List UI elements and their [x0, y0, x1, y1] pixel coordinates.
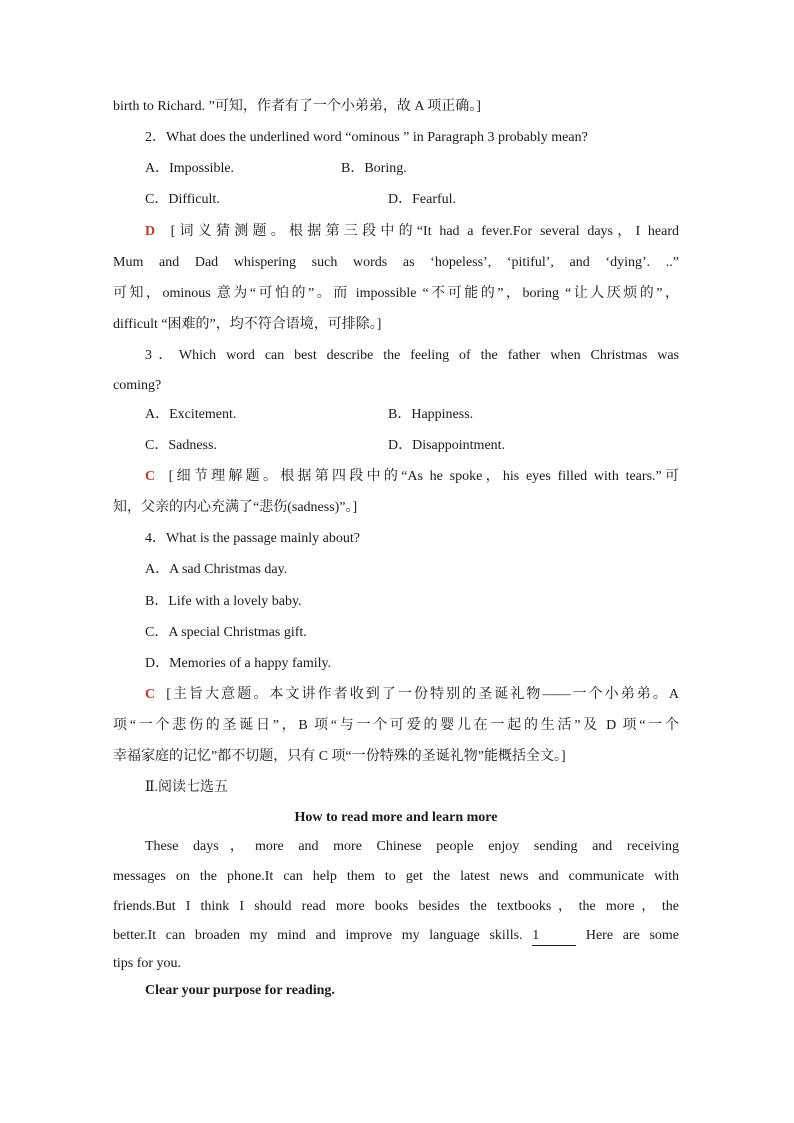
section-heading: Ⅱ.阅读七选五 — [145, 780, 229, 795]
q2-explanation-line4: difficult “困难的”，均不符合语境，可排除。] — [113, 317, 382, 332]
q3-stem-line2: coming? — [113, 378, 162, 393]
q2-explanation-line1: D [词义猜测题。根据第三段中的“It had a fever.For several days，I heard — [145, 224, 680, 239]
q3-option-b: B．Happiness. — [388, 407, 474, 422]
q3-explanation-line2: 知，父亲的内心充满了“悲伤(sadness)”。] — [113, 500, 358, 515]
q4-explanation-line2: 项“一个悲伤的圣诞日”，B 项“与一个可爱的婴儿在一起的生活”及 D 项“一个 — [113, 718, 679, 733]
q3-stem-line1: 3．Which word can best describe the feeling of the father when Christmas was — [145, 348, 679, 363]
q4-option-a: A．A sad Christmas day. — [145, 562, 288, 577]
passage-line1: These days，more and more Chinese people enjoy sending and receiving — [145, 839, 679, 854]
passage-title: How to read more and learn more — [294, 810, 498, 825]
q3-option-c: C．Sadness. — [145, 438, 217, 453]
q2-stem: 2．What does the underlined word “ominous ” in Paragraph 3 probably mean? — [145, 130, 588, 145]
q2-option-b: B．Boring. — [341, 161, 407, 176]
q3-option-d: D．Disappointment. — [388, 438, 506, 453]
q4-explanation-line3: 幸福家庭的记忆”都不切题，只有 C 项“一份特殊的圣诞礼物”能概括全文。] — [113, 749, 566, 764]
q4-option-d: D．Memories of a happy family. — [145, 656, 332, 671]
q4-stem: 4．What is the passage mainly about? — [145, 531, 360, 546]
passage-line3: friends.But I think I should read more books besides the textbooks，the more，the — [113, 899, 679, 914]
q2-option-a: A．Impossible. — [145, 161, 235, 176]
q2-explanation-line3: 可知，ominous 意为“可怕的”。而 impossible “不可能的”，boring “让人厌烦的”， — [113, 286, 679, 301]
passage-line2: messages on the phone.It can help them to get the latest news and communicate with — [113, 869, 679, 884]
q4-option-b: B．Life with a lovely baby. — [145, 594, 302, 609]
prev-answer-tail: birth to Richard. ”可知，作者有了一个小弟弟，故 A 项正确。] — [113, 99, 481, 114]
q4-answer: C — [145, 687, 156, 702]
passage-line5: tips for you. — [113, 956, 182, 971]
q2-option-c: C．Difficult. — [145, 192, 220, 207]
q3-explanation-line1: C [细节理解题。根据第四段中的“As he spoke，his eyes filled with tears.”可 — [145, 469, 679, 484]
q3-option-a: A．Excitement. — [145, 407, 237, 422]
q2-option-d: D．Fearful. — [388, 192, 457, 207]
q4-option-c: C．A special Christmas gift. — [145, 625, 307, 640]
q2-explanation-line2: Mum and Dad whispering such words as ‘hopeless’, ‘pitiful’, and ‘dying’. ..” — [113, 255, 679, 270]
q2-answer: D — [145, 224, 156, 239]
blank-1: 1 — [532, 927, 576, 946]
q3-answer: C — [145, 469, 156, 484]
q4-explanation-line1: C [主旨大意题。本文讲作者收到了一份特别的圣诞礼物——一个小弟弟。A — [145, 687, 680, 702]
passage-subheading: Clear your purpose for reading. — [145, 983, 335, 998]
passage-line4: better.It can broaden my mind and improve my language skills. 1 Here are some — [113, 927, 679, 946]
